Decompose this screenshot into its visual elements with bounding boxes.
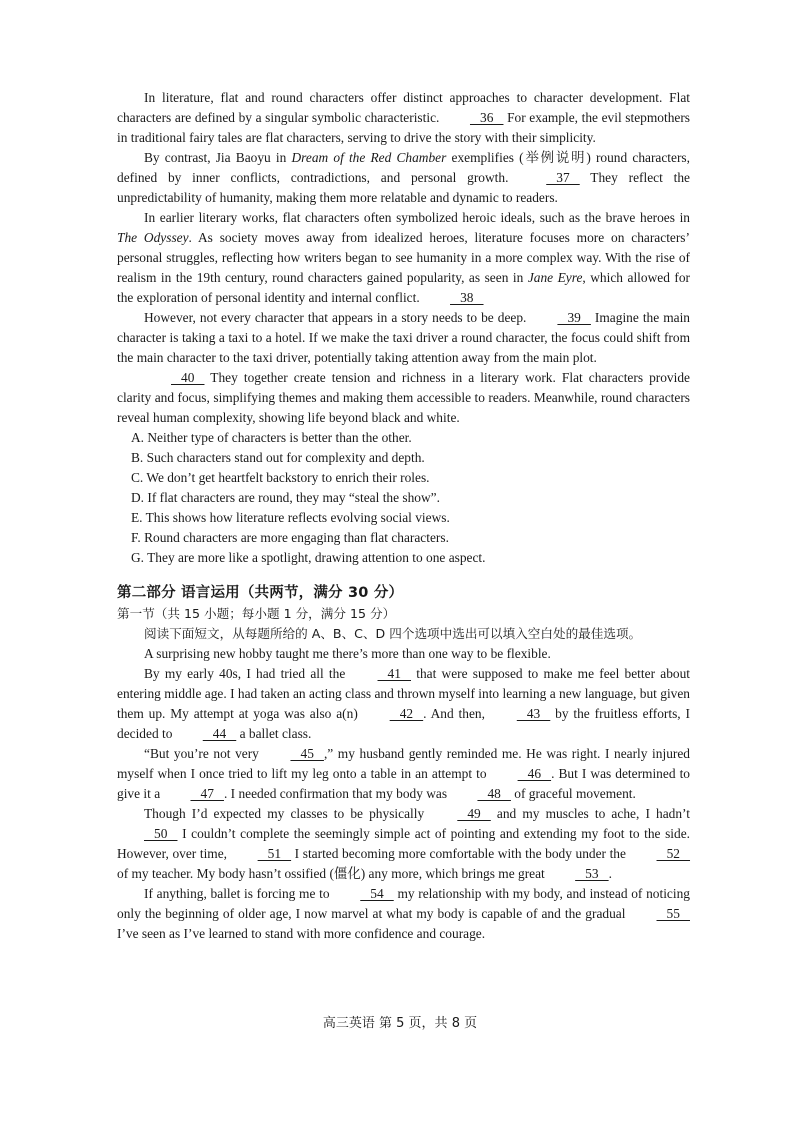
passage1-paragraph-5 [117,368,690,428]
text: . [608,866,612,881]
option-f[interactable]: F. Round characters are more engaging than flat characters. [131,530,449,545]
text: of graceful movement. [510,786,636,801]
text: . I needed confirmation that my body was [223,786,451,801]
blank-53[interactable]: 53 [575,866,609,881]
text: Imagine the main character is taking a taxi to a hotel. If we make the taxi driver a round character, the focus could shift from the main character to the taxi driver, potentially taking attention away from the main plot. [117,310,690,365]
text: of my teacher. My body hasn’t ossified (僵化) any more, which brings me great [117,866,549,881]
option-e[interactable]: E. This shows how literature reflects evolving social views. [131,510,450,525]
text: that were supposed to make me feel better about entering middle age. I had taken an acting class and thrown myself into learning a new language, but given them up. My attempt at yoga was also a(n) [117,666,690,721]
text: They reflect the unpredictability of humanity, making them more relatable and dynamic to readers. [117,170,690,205]
blank-47[interactable]: 47 [190,786,224,801]
blank-42[interactable]: 42 [389,706,424,721]
passage1-paragraph-1 [117,88,690,148]
text: I’ve seen as I’ve learned to stand with more confidence and courage. [117,926,486,941]
text: and my muscles to ache, I hadn’t [490,806,690,821]
page-footer: 高三英语 第 5 页，共 8 页 [322,1016,478,1031]
passage1-paragraph-4 [117,308,690,368]
passage2-paragraph-3 [117,804,690,884]
text: I started becoming more comfortable with the body under the [291,846,630,861]
blank-43[interactable]: 43 [516,706,551,721]
blank-51[interactable]: 51 [257,846,292,861]
text: by the fruitless efforts, I decided to [117,706,690,741]
text: For example, the evil stepmothers in traditional fairy tales are flat characters, serving to drive the story with their simplicity. [117,110,691,145]
text: exemplifies (举例说明) round characters, defined by inner conflicts, contradictions, and personal growth. [117,150,690,185]
text: However, not every character that appears in a story needs to be deep. [144,310,531,325]
text: In literature, flat and round characters offer distinct approaches to character development. Flat characters are defined by a singular symbolic characteristic. [117,90,690,125]
blank-40[interactable]: 40 [171,370,205,385]
text: If anything, ballet is forcing me to [144,886,334,901]
book-title: The Odyssey [117,230,189,245]
instructions: 阅读下面短文，从每题所给的 A、B、C、D 四个选项中选出可以填入空白处的最佳选项。 [144,626,642,641]
passage2-title: A surprising new hobby taught me there’s more than one way to be flexible. [144,646,551,661]
blank-52[interactable]: 52 [656,846,691,861]
passage2-paragraph-2 [117,744,690,804]
text: my relationship with my body, and instead of noticing only the beginning of older age, I now marvel at what my body is capable of and the gradual [117,886,690,921]
book-title: Dream of the Red Chamber [291,150,447,165]
blank-50[interactable]: 50 [144,826,178,841]
blank-36[interactable]: 36 [469,110,504,125]
passage2-paragraph-1 [117,664,690,744]
option-c[interactable]: C. We don’t get heartfelt backstory to enrich their roles. [131,470,430,485]
blank-45[interactable]: 45 [290,746,324,761]
text: By my early 40s, I had tried all the [144,666,351,681]
option-b[interactable]: B. Such characters stand out for complexity and depth. [131,450,425,465]
blank-46[interactable]: 46 [517,766,552,781]
text: . As society moves away from idealized heroes, literature focuses more on characters’ personal struggles, reflecting how writers began to see humanity in a more complex way. With the rise of realism in the 19th century, round characters gained popularity, as seen in [117,230,690,285]
blank-41[interactable]: 41 [377,666,411,681]
text: By contrast, Jia Baoyu in [144,150,292,165]
text: They together create tension and richness in a literary work. Flat characters provide clarity and focus, simplifying themes and making them accessible to readers. Meanwhile, round characters reveal human complexity, showing life beyond black and white. [117,370,690,425]
blank-55[interactable]: 55 [656,906,690,921]
text: Though I’d expected my classes to be physically [144,806,431,821]
options-list [117,428,690,568]
text: I couldn’t complete the seemingly simple act of pointing and extending my foot to the side. However, over time, [117,826,690,861]
option-d[interactable]: D. If flat characters are round, they may “steal the show”. [131,490,440,505]
option-a[interactable]: A. Neither type of characters is better than the other. [131,430,412,445]
text: . And then, [423,706,490,721]
text: ,” my husband gently reminded me. He was right. I nearly injured myself when I once tried to lift my leg onto a table in an attempt to [117,746,690,781]
blank-38[interactable]: 38 [450,290,484,305]
passage2-paragraph-4 [117,884,690,944]
book-title: Jane Eyre [527,270,583,285]
passage1-paragraph-3 [117,208,690,308]
blank-37[interactable]: 37 [546,170,580,185]
exam-page [117,88,690,944]
blank-54[interactable]: 54 [360,886,394,901]
blank-48[interactable]: 48 [477,786,511,801]
option-g[interactable]: G. They are more like a spotlight, drawing attention to one aspect. [131,550,486,565]
blank-44[interactable]: 44 [202,726,237,741]
blank-49[interactable]: 49 [457,806,491,821]
text: , which allowed for the exploration of personal identity and internal conflict. [117,270,691,305]
passage1-paragraph-2 [117,148,690,208]
text: “But you’re not very [144,746,264,761]
blank-39[interactable]: 39 [557,310,591,325]
subsection-heading: 第一节（共 15 小题；每小题 1 分，满分 15 分） [117,606,396,621]
text: In earlier literary works, flat characters often symbolized heroic ideals, such as the brave heroes in [144,210,690,225]
section-heading: 第二部分 语言运用（共两节，满分 30 分） [117,585,404,601]
text: a ballet class. [236,726,312,741]
text: . But I was determined to give it a [117,766,690,801]
